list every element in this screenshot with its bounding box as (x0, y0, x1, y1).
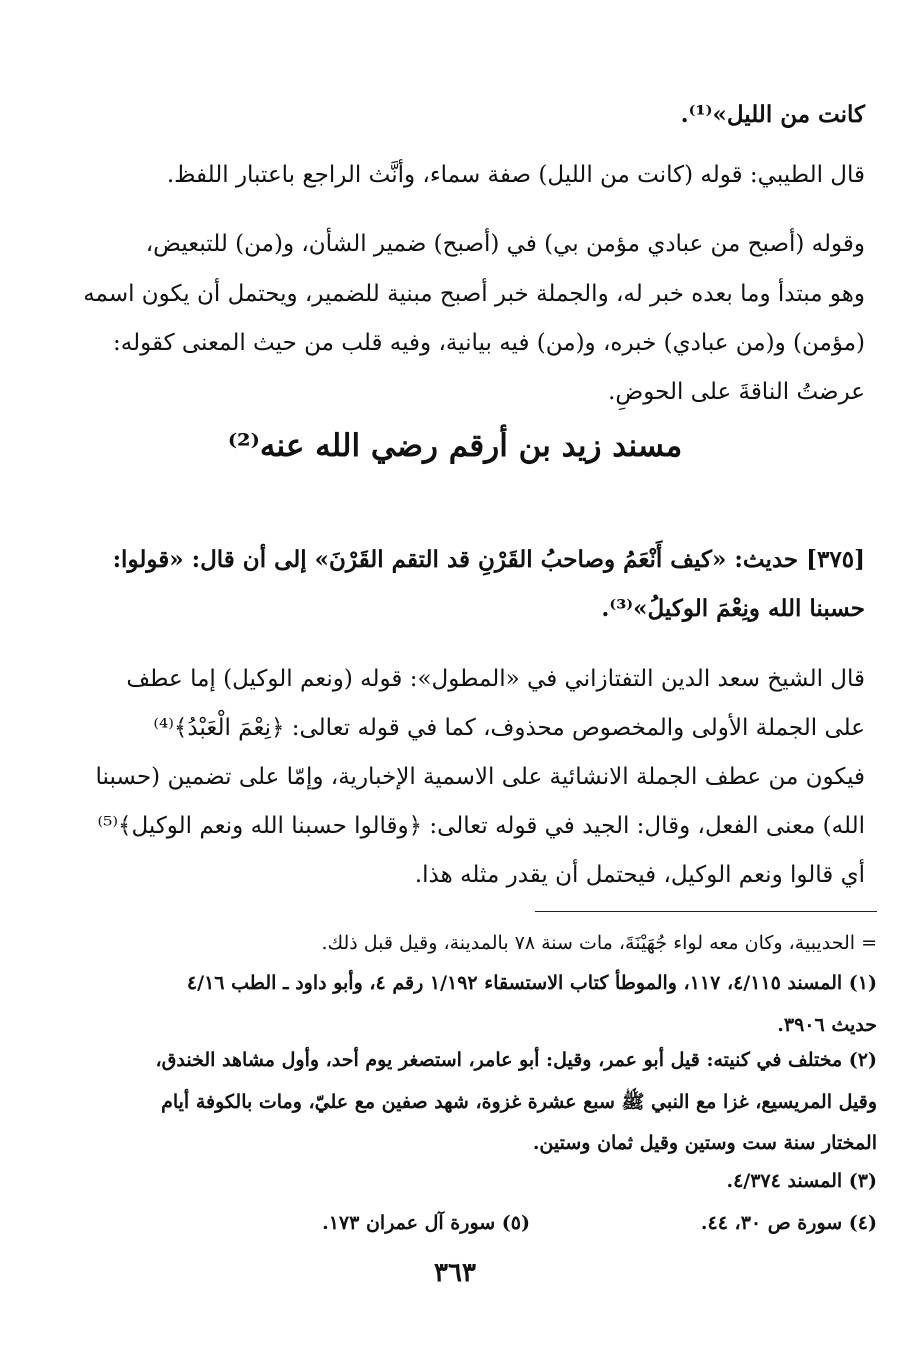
page-number: ٣٦٣ (434, 1258, 476, 1288)
body-line-5: (مؤمن) و(من عبادي) خبره، و(من) فيه بيانية، وفيه قلب من حيث المعنى كقوله: (112, 330, 865, 356)
body-line-4: وهو مبتدأ وما بعده خبر له، والجملة خبر أصبح مبنية للضمير، ويحتمل أن يكون اسمه (83, 281, 865, 307)
commentary-line-3: فيكون من عطف الجملة الانشائية على الاسمية الإخبارية، وإمّا على تضمين (حسبنا (95, 764, 865, 790)
section-heading: مسند زيد بن أرقم رضي الله عنه⁽²⁾ (227, 428, 683, 464)
footnote-5: (٥) سورة آل عمران ١٧٣. (322, 1212, 530, 1234)
commentary-line-5: أي قالوا ونعم الوكيل، فيحتمل أن يقدر مثله هذا. (414, 862, 865, 888)
footnote-1-line-2: حديث ٣٩٠٦. (777, 1014, 877, 1036)
commentary-line-1: قال الشيخ سعد الدين التفتازاني في «المطول»: قوله (ونعم الوكيل) إما عطف (126, 666, 865, 692)
body-line-1: كانت من الليل»⁽¹⁾. (680, 101, 865, 128)
footnote-3: (٣) المسند ٤/٣٧٤. (726, 1170, 877, 1192)
footnote-2-line-3: المختار سنة ست وستين وقيل ثمان وستين. (532, 1132, 877, 1154)
body-line-6: عرضتُ الناقةَ على الحوضِ. (608, 379, 865, 405)
body-line-2: قال الطيبي: قوله (كانت من الليل) صفة سماء، وأنَّث الراجع باعتبار اللفظ. (166, 162, 865, 188)
footnote-1-line-1: (١) المسند ٤/١١٥، ١١٧، والموطأ كتاب الاستسقاء ١/١٩٢ رقم ٤، وأبو داود ـ الطب ٤/١٦ (186, 972, 877, 994)
body-line-3: وقوله (أصبح من عبادي مؤمن بي) في (أصبح) ضمير الشأن، و(من) للتبعيض، (145, 231, 865, 257)
commentary-line-4: الله) معنى الفعل، وقال: الجيد في قوله تعالى: ﴿وقالوا حسبنا الله ونعم الوكيل﴾⁽⁵⁾ (97, 813, 865, 839)
footnote-continuation: = الحديبية، وكان معه لواء جُهَيْنَةَ، مات سنة ٧٨ بالمدينة، وقيل قبل ذلك. (321, 932, 877, 954)
hadith-line-2: حسبنا الله ونِعْمَ الوكيلُ»⁽³⁾. (601, 595, 865, 622)
hadith-line-1: [٣٧٥] حديث: «كيف أَنْعَمُ وصاحبُ القَرْنِ قد التقم القَرْنَ» إلى أن قال: «قولوا: (112, 546, 865, 573)
commentary-line-2: على الجملة الأولى والمخصوص محذوف، كما في قوله تعالى: ﴿نِعْمَ الْعَبْدُ﴾⁽⁴⁾ (153, 715, 865, 741)
footnote-2-line-1: (٢) مختلف في كنيته: قيل أبو عمر، وقيل: أبو عامر، استصغر يوم أحد، وأول مشاهد الخندق، (155, 1049, 877, 1071)
footnote-separator (535, 911, 877, 912)
footnote-2-line-2: وقيل المريسيع، غزا مع النبي ﷺ سبع عشرة غزوة، شهد صفين مع عليّ، ومات بالكوفة أيام (161, 1091, 877, 1113)
footnote-4: (٤) سورة ص ٣٠، ٤٤. (700, 1212, 877, 1234)
